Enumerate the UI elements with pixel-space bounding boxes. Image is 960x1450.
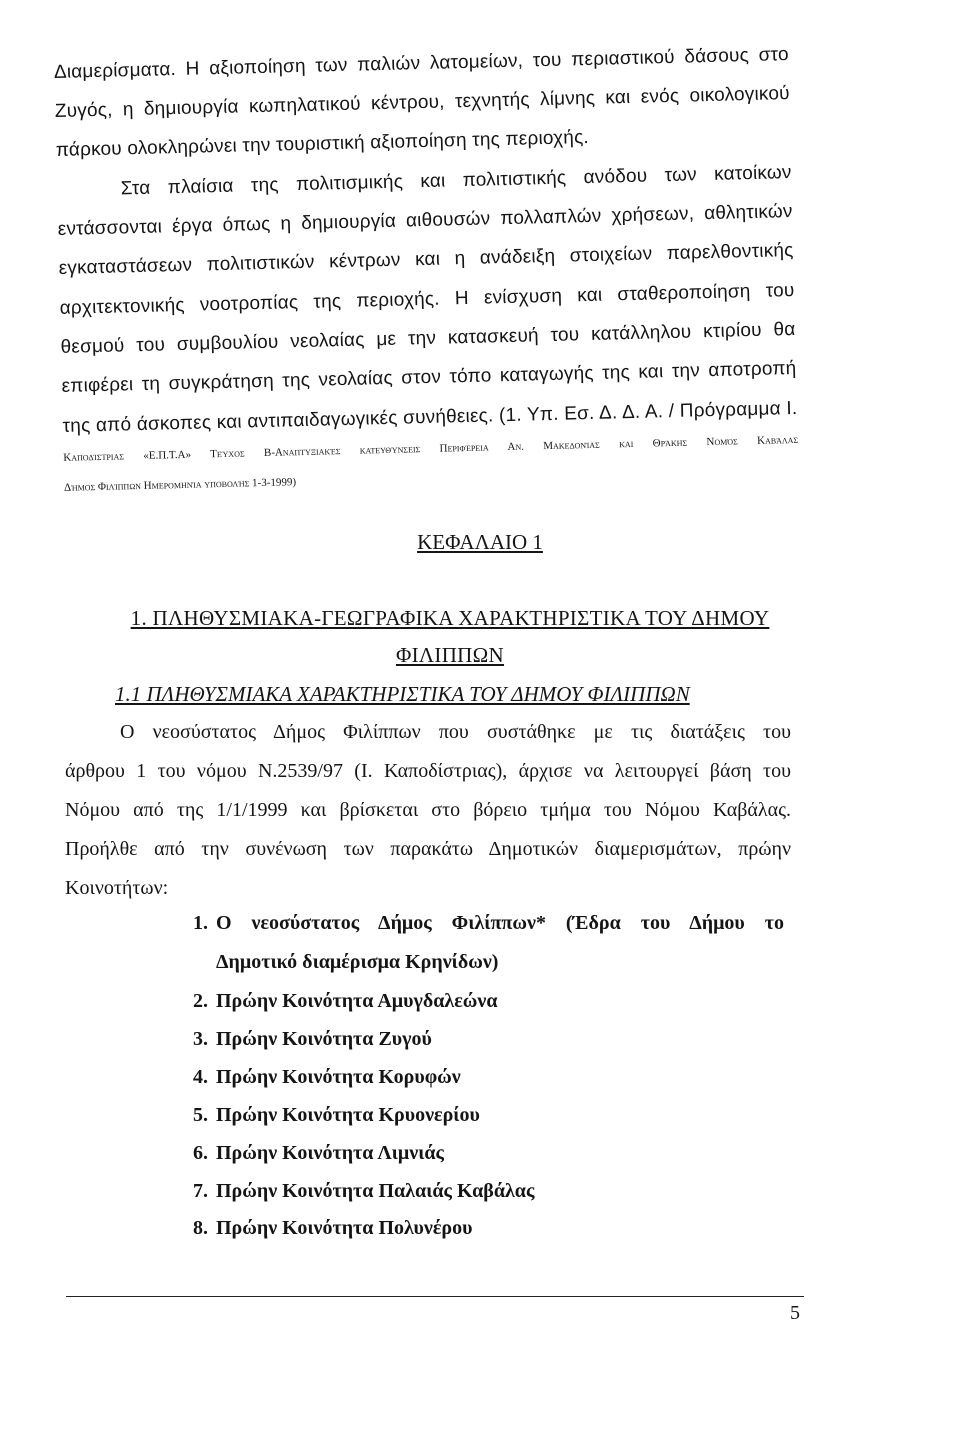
body-line: Ο νεοσύστατος Δήμος Φιλίππων που συστάθηκε με τις διατάξεις του <box>120 721 791 743</box>
footer-divider <box>66 1296 804 1297</box>
list-item-number: 4. <box>193 1066 208 1088</box>
list-item-number: 6. <box>193 1142 208 1164</box>
body-line: Νόμου από της 1/1/1999 και βρίσκεται στο βόρειο τμήμα του Νόμου Καβάλας. <box>65 799 791 821</box>
list-item-text: Πρώην Κοινότητα Παλαιάς Καβάλας <box>216 1180 535 1202</box>
intro-line: θεσμού του συμβουλίου νεολαίας με την κατασκευή του κατάλληλου κτιρίου θα <box>60 318 796 358</box>
list-item-number: 5. <box>193 1104 208 1126</box>
list-item <box>176 1028 432 1051</box>
list-item-number: 3. <box>193 1028 208 1050</box>
intro-line: πάρκου ολοκληρώνει την τουριστική αξιοποίηση της περιοχής. <box>55 126 590 161</box>
section-title: 1. ΠΛΗΘΥΣΜΙΑΚΑ-ΓΕΩΓΡΑΦΙΚΑ ΧΑΡΑΚΤΗΡΙΣΤΙΚΑ ΤΟΥ ΔΗΜΟΥ <box>130 606 770 630</box>
list-item-text: Πρώην Κοινότητα Πολυνέρου <box>216 1217 473 1239</box>
intro-line: της από άσκοπες και αντιπαιδαγωγικές συνήθειες. (1. Υπ. Εσ. Δ. Δ. Α. / Πρόγραμμα Ι. <box>62 397 798 437</box>
page-number: 5 <box>790 1302 800 1324</box>
list-item <box>176 1217 472 1240</box>
list-item-text: Ο νεοσύστατος Δήμος Φιλίππων* (Έδρα του Δήμου το <box>216 912 784 934</box>
chapter-title: ΚΕΦΑΛΑΙΟ 1 <box>417 530 543 554</box>
intro-line: Ζυγός, η δημιουργία κωπηλατικού κέντρου, τεχνητής λίμνης και ενός οικολογικού <box>54 83 790 122</box>
intro-text-block <box>0 0 960 521</box>
list-item <box>176 1142 444 1165</box>
body-line: Προήλθε από την συνένωση των παρακάτω Δημοτικών διαμερισμάτων, πρώην <box>65 838 791 860</box>
intro-line: Στα πλαίσια της πολιτισμικής και πολιτιστικής ανόδου των κατοίκων <box>120 162 792 200</box>
list-item-number: 8. <box>193 1217 208 1239</box>
list-item-continuation: Δημοτικό διαμέρισμα Κρηνίδων) <box>216 951 499 973</box>
intro-line: εντάσσονται έργα όπως η δημιουργία αιθουσών πολλαπλών χρήσεων, αθλητικών <box>57 200 793 240</box>
section-title-continued: ΦΙΛΙΠΠΩΝ <box>395 643 505 667</box>
source-citation-line: Δήμος Φιλίππων Ημερομηνία υποβολής 1-3-1999) <box>63 476 297 494</box>
intro-line: επιφέρει τη συγκράτηση της νεολαίας στον τόπο καταγωγής της και την αποτροπή <box>61 357 797 397</box>
list-item-text: Πρώην Κοινότητα Κορυφών <box>216 1066 461 1088</box>
list-item <box>176 1180 534 1203</box>
list-item-number: 2. <box>193 990 208 1012</box>
list-item <box>176 912 784 935</box>
list-item-number: 7. <box>193 1180 208 1202</box>
intro-line: αρχιτεκτονικής νοοτροπίας της περιοχής. Η ενίσχυση και σταθεροποίηση του <box>59 279 795 319</box>
list-item-text: Πρώην Κοινότητα Κρυονερίου <box>216 1104 480 1126</box>
intro-line: εγκαταστάσεων πολιτιστικών κέντρων και η ανάδειξη στοιχείων παρελθοντικής <box>58 239 794 279</box>
list-item-text: Πρώην Κοινότητα Αμυγδαλεώνα <box>216 990 498 1012</box>
subsection-title: 1.1 ΠΛΗΘΥΣΜΙΑΚΑ ΧΑΡΑΚΤΗΡΙΣΤΙΚΑ ΤΟΥ ΔΗΜΟΥ ΦΙΛΙΠΠΩΝ <box>115 682 690 706</box>
intro-line: Διαμερίσματα. Η αξιοποίηση των παλιών λατομείων, του περιαστικού δάσους στο <box>53 44 789 83</box>
source-citation-line: Καποδίστριας «Ε.Π.Τ.Α» Τεύχος Β-Αναπτυξιακές κατευθύνσεις Περιφέρεια Αν. Μακεδονίας και Θράκης Νομός Καβάλας <box>63 433 799 464</box>
list-item <box>176 990 497 1013</box>
list-item-number: 1. <box>193 912 208 934</box>
list-item-text: Πρώην Κοινότητα Ζυγού <box>216 1028 432 1050</box>
body-line: Κοινοτήτων: <box>65 877 169 899</box>
list-item <box>176 1104 480 1127</box>
list-item-text: Πρώην Κοινότητα Λιμνιάς <box>216 1142 444 1164</box>
body-line: άρθρου 1 του νόμου Ν.2539/97 (Ι. Καποδίστριας), άρχισε να λειτουργεί βάση του <box>65 760 791 782</box>
list-item <box>176 1066 461 1089</box>
